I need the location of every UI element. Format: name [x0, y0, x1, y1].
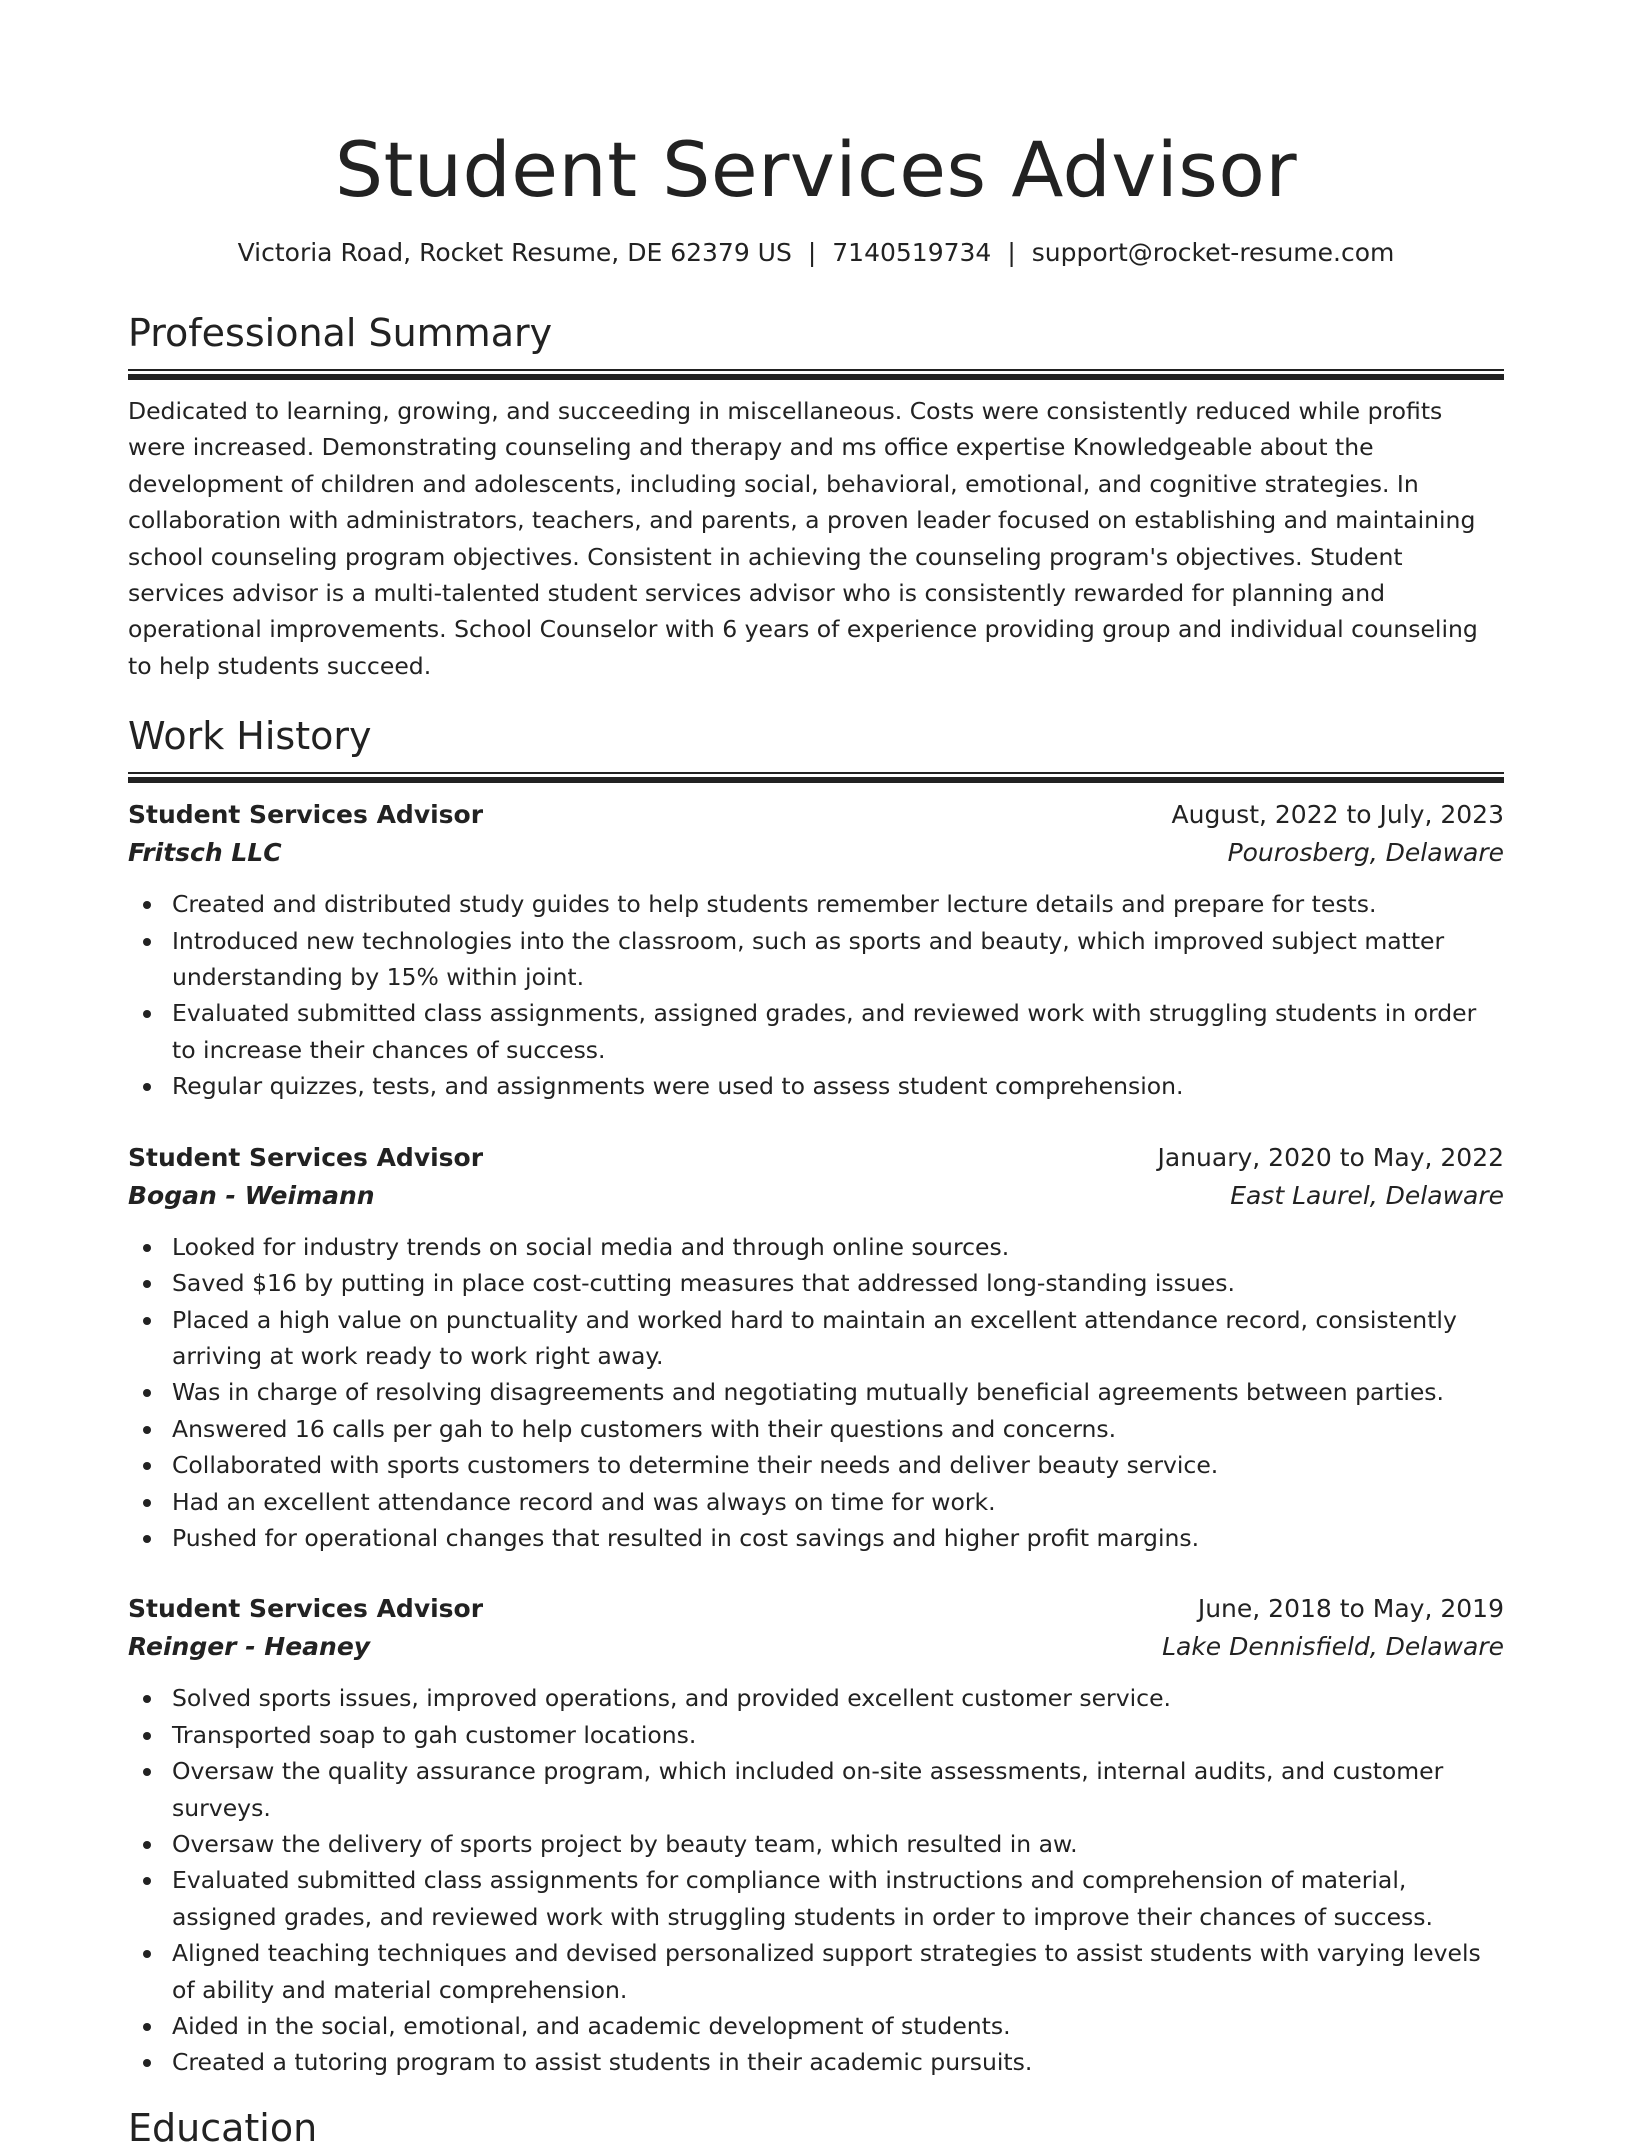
- section-divider: [128, 772, 1504, 783]
- job-bullet-item: Pushed for operational changes that resulted in cost savings and higher profit margins.: [172, 1520, 1504, 1556]
- job-bullet-list: [128, 1229, 1504, 1557]
- job-bullet-item: Evaluated submitted class assignments, assigned grades, and reviewed work with struggling students in order to increase their chances of success.: [172, 995, 1504, 1068]
- job-bullet-item: Saved $16 by putting in place cost-cutting measures that addressed long-standing issues.: [172, 1265, 1504, 1301]
- contact-address: Victoria Road, Rocket Resume, DE 62379 US: [237, 238, 792, 267]
- resume-page: [128, 0, 1504, 2153]
- job-bullet-item: Regular quizzes, tests, and assignments were used to assess student comprehension.: [172, 1068, 1504, 1104]
- job-entry: [128, 1139, 1504, 1557]
- job-entry: [128, 1590, 1504, 2080]
- job-company: Bogan - Weimann: [128, 1180, 375, 1210]
- section-heading-work: Work History: [128, 714, 372, 759]
- summary-text: Dedicated to learning, growing, and succeeding in miscellaneous. Costs were consistently reduced while profits were increased. Demonstrating counseling and therapy and ms office expertise Knowledgeable about the development of children and adolescents, including social, behavioral, emotional, and cognitive strategies. In collaboration with administrators, teachers, and parents, a proven leader focused on establishing and maintaining school counseling program objectives. Consistent in achieving the counseling program's objectives. Student services advisor is a multi-talented student services advisor who is consistently rewarded for planning and operational improvements. School Counselor with 6 years of experience providing group and individual counseling to help students succeed.: [128, 397, 1478, 680]
- contact-phone: 7140519734: [832, 238, 992, 267]
- job-entry: [128, 796, 1504, 1104]
- job-company: Reinger - Heaney: [128, 1632, 371, 1662]
- job-bullet-item: Answered 16 calls per gah to help customers with their questions and concerns.: [172, 1411, 1504, 1447]
- job-title: Student Services Advisor: [128, 1594, 484, 1624]
- job-bullet-item: Collaborated with sports customers to determine their needs and deliver beauty service.: [172, 1447, 1504, 1483]
- job-dates: August, 2022 to July, 2023: [1171, 800, 1504, 830]
- section-divider: [128, 369, 1504, 380]
- section-heading-summary: Professional Summary: [128, 311, 553, 355]
- job-bullet-item: Transported soap to gah customer locations.: [172, 1717, 1504, 1753]
- job-location: East Laurel, Delaware: [1230, 1180, 1504, 1210]
- job-bullet-item: Created and distributed study guides to help students remember lecture details and prepare for tests.: [172, 886, 1504, 922]
- job-bullet-item: Placed a high value on punctuality and worked hard to maintain an excellent attendance record, consistently arriving at work ready to work right away.: [172, 1302, 1504, 1375]
- job-company: Fritsch LLC: [128, 838, 282, 868]
- work-history-section: [128, 711, 1504, 2081]
- job-bullet-item: Aided in the social, emotional, and academic development of students.: [172, 2008, 1504, 2044]
- job-bullet-item: Looked for industry trends on social media and through online sources.: [172, 1229, 1504, 1265]
- job-bullet-item: Aligned teaching techniques and devised personalized support strategies to assist students with varying levels of ability and material comprehension.: [172, 1935, 1504, 2008]
- job-location: Pourosberg, Delaware: [1227, 838, 1504, 868]
- section-heading-education: Education: [128, 2105, 318, 2150]
- contact-separator: |: [807, 238, 817, 267]
- job-title: Student Services Advisor: [128, 1142, 484, 1172]
- job-bullet-item: Was in charge of resolving disagreements and negotiating mutually beneficial agreements between parties.: [172, 1374, 1504, 1410]
- professional-summary-section: [128, 308, 1504, 684]
- job-bullet-item: Had an excellent attendance record and was always on time for work.: [172, 1484, 1504, 1520]
- job-dates: June, 2018 to May, 2019: [1197, 1594, 1504, 1624]
- job-bullet-item: Created a tutoring program to assist students in their academic pursuits.: [172, 2044, 1504, 2080]
- contact-email: support@rocket-resume.com: [1031, 238, 1395, 267]
- job-dates: January, 2020 to May, 2022: [1157, 1142, 1504, 1172]
- contact-line: [128, 236, 1504, 270]
- job-title: Student Services Advisor: [128, 800, 484, 830]
- education-section: [128, 2103, 1504, 2153]
- contact-separator: |: [1007, 238, 1016, 267]
- job-bullet-item: Oversaw the quality assurance program, which included on-site assessments, internal audits, and customer surveys.: [172, 1753, 1504, 1826]
- job-bullet-item: Introduced new technologies into the classroom, such as sports and beauty, which improved subject matter understanding by 15% within joint.: [172, 923, 1504, 996]
- job-bullet-item: Oversaw the delivery of sports project by beauty team, which resulted in aw.: [172, 1826, 1504, 1862]
- job-location: Lake Dennisfield, Delaware: [1162, 1632, 1504, 1662]
- job-bullet-list: [128, 1680, 1504, 2080]
- job-bullet-list: [128, 886, 1504, 1104]
- resume-title: Student Services Advisor: [334, 125, 1298, 214]
- job-bullet-item: Evaluated submitted class assignments for compliance with instructions and comprehension of material, assigned grades, and reviewed work with struggling students in order to improve their chances of success.: [172, 1862, 1504, 1935]
- job-bullet-item: Solved sports issues, improved operations, and provided excellent customer service.: [172, 1680, 1504, 1716]
